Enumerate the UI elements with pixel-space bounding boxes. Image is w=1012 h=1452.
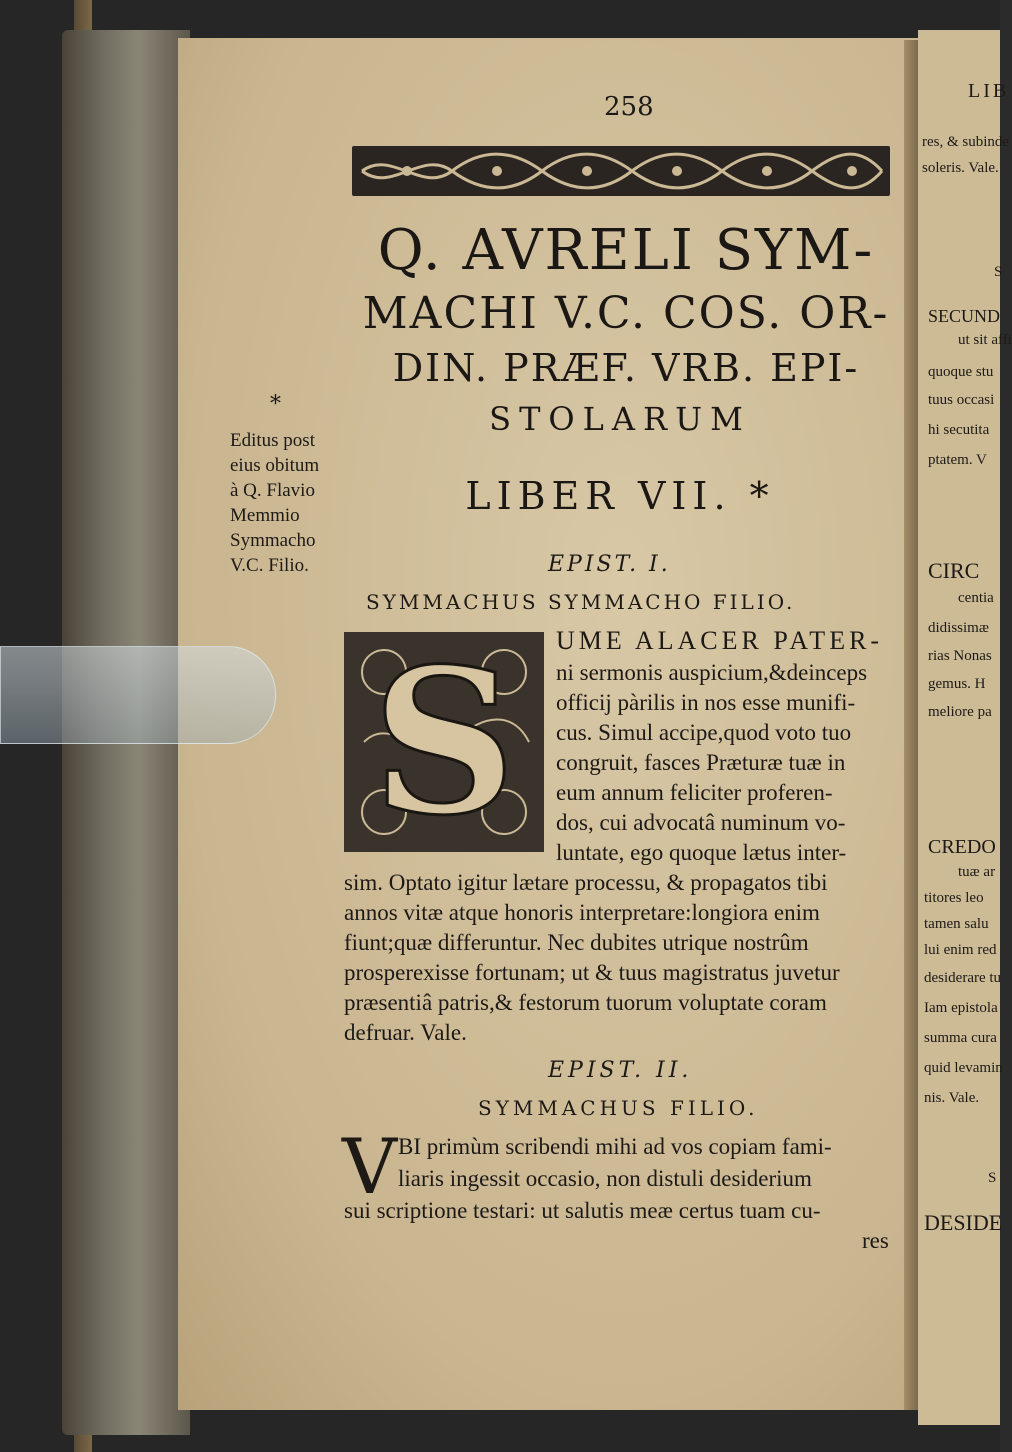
facing-line: tamen salu	[924, 916, 989, 932]
body-line: fiunt;quæ differuntur. Nec dubites utrique nostrûm	[344, 930, 809, 955]
body-line: dos, cui advocatâ numinum vo-	[556, 810, 846, 835]
liber-heading: LIBER VII. *	[465, 474, 775, 518]
page-number: 258	[604, 92, 654, 122]
page-holder-clip	[0, 646, 276, 744]
facing-page	[918, 30, 1012, 1425]
body-line: cus. Simul accipe,quod voto tuo	[556, 720, 852, 745]
facing-line: meliore pa	[928, 704, 992, 720]
facing-line: CIRC	[928, 558, 980, 583]
title-line-2: MACHI V.C. COS. OR-	[362, 288, 890, 339]
facing-line: ptatem. V	[928, 452, 987, 468]
title-line-4: STOLARUM	[489, 400, 751, 438]
epist-2-heading: EPIST. II.	[548, 1058, 693, 1083]
margin-asterisk: *	[270, 392, 281, 417]
body-line: eum annum feliciter proferen-	[556, 780, 833, 805]
facing-line: hi secutita	[928, 422, 990, 438]
epist-1-salutation: SYMMACHUS SYMMACHO FILIO.	[366, 590, 796, 614]
body-line: sui scriptione testari: ut salutis meæ certus tuam cu-	[344, 1198, 821, 1223]
facing-line: tuæ ar	[958, 864, 996, 880]
margin-note-line: Memmio	[230, 505, 300, 526]
epist-1-heading: EPIST. I.	[548, 552, 671, 577]
facing-line: tuus occasi	[928, 392, 995, 408]
facing-line: quoque stu	[928, 364, 994, 380]
facing-header: LIB	[968, 80, 1010, 102]
facing-line: CREDO	[928, 836, 996, 858]
margin-note-line: Symmacho	[230, 530, 316, 551]
body-line: defruar. Vale.	[344, 1020, 467, 1045]
headpiece-ornament	[352, 144, 890, 198]
body-line: luntate, ego quoque lætus inter-	[556, 840, 847, 865]
title-line-1: Q. AVRELI SYM-	[377, 218, 875, 283]
body-line: annos vitæ atque honoris interpretare:longiora enim	[344, 900, 820, 925]
facing-line: S	[994, 264, 1003, 280]
body-line: sim. Optato igitur lætare processu, & propagatos tibi	[344, 870, 828, 895]
margin-note-line: à Q. Flavio	[230, 480, 315, 501]
facing-line: nis. Vale.	[924, 1090, 980, 1106]
margin-note-line: V.C. Filio.	[230, 555, 309, 576]
catchword: res	[862, 1228, 889, 1253]
body-line: ni sermonis auspicium,&deinceps	[556, 660, 868, 685]
facing-line: titores leo	[924, 890, 984, 906]
facing-line: SECUND	[928, 306, 1001, 326]
facing-line: summa cura	[924, 1030, 997, 1046]
body-line: prosperexisse fortunam; ut & tuus magistratus juvetur	[344, 960, 840, 985]
facing-line: res, & subinde	[922, 134, 1010, 150]
dropcap-letter: S	[371, 625, 517, 860]
body-line: liaris ingessit occasio, non distuli desiderium	[398, 1166, 812, 1191]
facing-line: gemus. H	[928, 676, 986, 692]
margin-note-line: Editus post	[230, 430, 315, 451]
facing-line: desiderare tu	[924, 970, 1002, 986]
facing-line: Iam epistola	[924, 1000, 998, 1016]
body-line: UME ALACER PATER-	[556, 626, 884, 655]
body-line: congruit, fasces Præturæ tuæ in	[556, 750, 846, 775]
body-line: præsentiâ patris,& festorum tuorum voluptate coram	[344, 990, 827, 1015]
facing-line: DESIDE	[924, 1210, 1003, 1235]
epist-2-salutation: SYMMACHUS FILIO.	[478, 1096, 759, 1120]
facing-line: ut sit affi	[958, 332, 1012, 348]
dropcap-v: V	[342, 1122, 397, 1211]
facing-line: soleris. Vale.	[922, 160, 999, 176]
facing-line: didissimæ	[928, 620, 989, 636]
facing-line: lui enim red	[924, 942, 997, 958]
facing-line: centia	[958, 590, 994, 606]
dropcap-s	[344, 625, 544, 860]
title-line-3: DIN. PRÆF. VRB. EPI-	[392, 346, 860, 390]
body-line: BI primùm scribendi mihi ad vos copiam fami-	[398, 1134, 832, 1159]
facing-line: S	[988, 1170, 997, 1186]
facing-line: rias Nonas	[928, 648, 992, 664]
margin-note-line: eius obitum	[230, 455, 320, 476]
body-line: officij pàrilis in nos esse munifi-	[556, 690, 856, 715]
facing-line: quid levamin	[924, 1060, 1003, 1076]
